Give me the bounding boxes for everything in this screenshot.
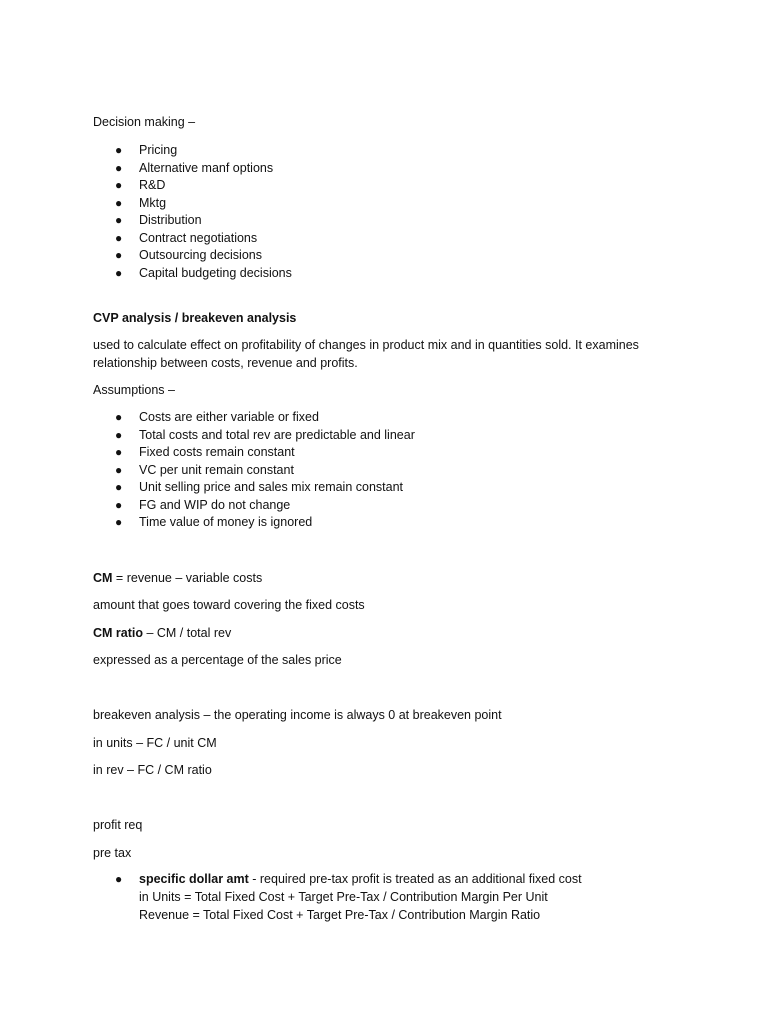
- cm-ratio-term: CM ratio: [93, 626, 143, 640]
- cm-ratio-note: expressed as a percentage of the sales price: [93, 653, 342, 667]
- revenue-formula: Revenue = Total Fixed Cost + Target Pre-Tax / Contribution Margin Ratio: [139, 908, 541, 922]
- bullet-icon: ●: [115, 195, 123, 210]
- breakeven-units: in units – FC / unit CM: [93, 736, 217, 750]
- bullet-icon: ●: [115, 515, 123, 529]
- cm-ratio-definition: CM ratio – CM / total rev: [93, 626, 232, 640]
- bullet-icon: ●: [115, 480, 123, 494]
- bullet-icon: ●: [115, 445, 123, 459]
- bullet-icon: ●: [115, 143, 123, 157]
- specific-dollar-term: specific dollar amt: [139, 872, 249, 886]
- bullet-icon: ●: [115, 230, 123, 245]
- assumptions-label: Assumptions –: [93, 383, 175, 397]
- bullet-icon: ●: [115, 248, 123, 262]
- units-formula: in Units = Total Fixed Cost + Target Pre-Tax / Contribution Margin Per Unit: [139, 890, 548, 904]
- breakeven-intro: breakeven analysis – the operating income is always 0 at breakeven point: [93, 708, 502, 722]
- decision-making-heading: Decision making –: [93, 115, 196, 129]
- bullet-icon: ●: [115, 410, 123, 424]
- cvp-description: used to calculate effect on profitability of changes in product mix and in quantities sold. It examines relationship between costs, revenue and profits.: [93, 338, 639, 370]
- specific-dollar-line: specific dollar amt - required pre-tax profit is treated as an additional fixed cost: [139, 872, 582, 886]
- breakeven-rev: in rev – FC / CM ratio: [93, 763, 212, 777]
- bullet-icon: ●: [115, 213, 123, 227]
- cvp-title: CVP analysis / breakeven analysis: [93, 311, 297, 325]
- document-page: Decision making – ● Pricing ● Alternative manf options ● R&D ● Mktg ● Distribution ● Contract negotiations ● Outsourcing decisions ● Capital budgeting decisions CVP analysis / breakeven analysis used to calculate effect on profitability of changes in product mix and in quantities sold. It examines relationship between costs, revenue and profits. Assumptions – ● Costs are either variable or fixed ● Total costs and total rev are predictable and linear ● Fixed costs remain constant ● VC per unit remain constant ● Unit selling price and sales mix remain constant ● FG and WIP do not change ● Time value of money is ignored CM = revenue – variable costs amount that goes toward covering the fixed costs CM ratio – CM / total rev expressed as a percentage of the sales price breakeven analysis – the operating income is always 0 at breakeven point in units – FC / unit CM in rev – FC / CM ratio profit req pre tax ● specific dollar amt - required pre-tax profit is treated as an additional fixed cost in Units = Total Fixed Cost + Target Pre-Tax / Contribution Margin Per Unit Revenue = Total Fixed Cost + Target Pre-Tax / Contribution Margin Ratio: [0, 0, 768, 1024]
- pre-tax-label: pre tax: [93, 846, 132, 860]
- cm-note: amount that goes toward covering the fixed costs: [93, 598, 365, 612]
- cm-term: CM: [93, 571, 113, 585]
- profit-req-label: profit req: [93, 818, 143, 832]
- profit-list-item: [0, 871, 768, 927]
- bullet-icon: ●: [115, 462, 123, 477]
- bullet-icon: ●: [115, 265, 123, 280]
- bullet-icon: ●: [115, 178, 123, 192]
- bullet-icon: ●: [115, 427, 123, 442]
- bullet-icon: ●: [115, 497, 123, 512]
- bullet-icon: ●: [115, 872, 123, 886]
- bullet-icon: ●: [115, 160, 123, 175]
- cm-definition: CM = revenue – variable costs: [93, 571, 263, 585]
